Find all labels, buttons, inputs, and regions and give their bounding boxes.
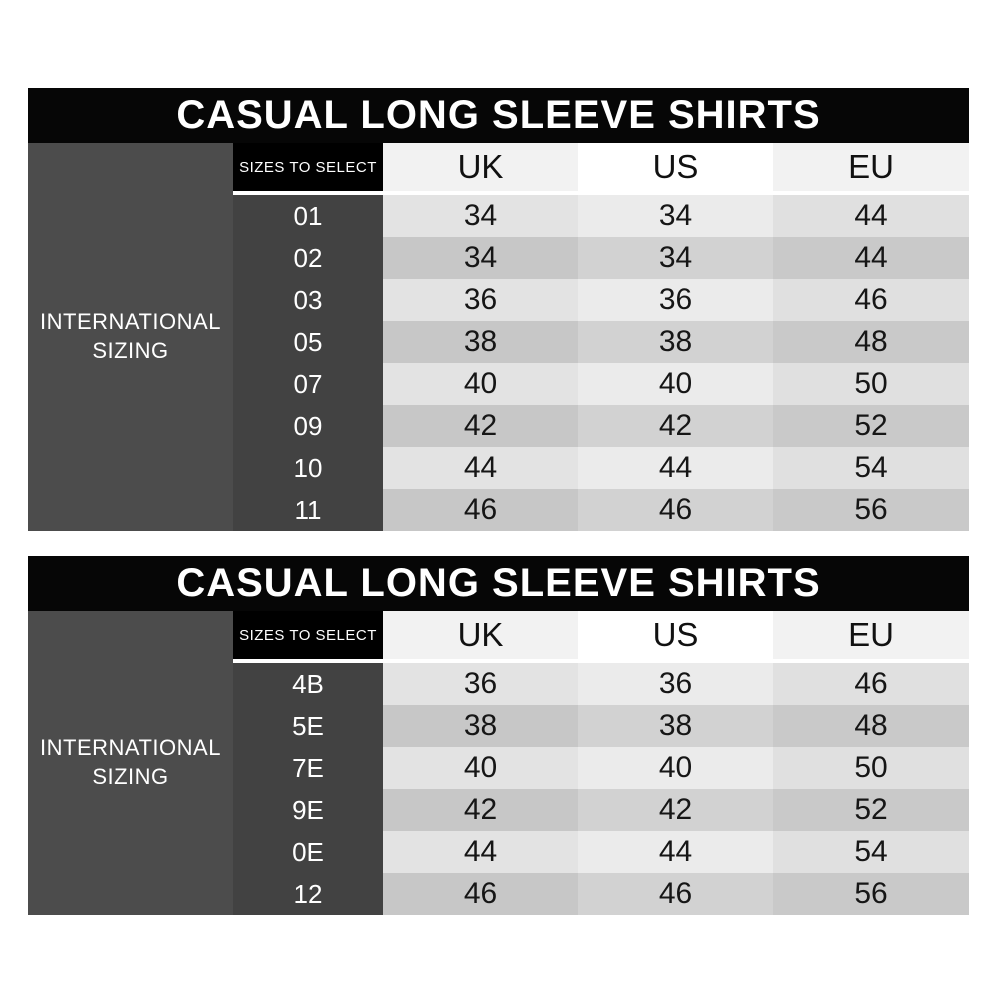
uk-size-cell: 46 xyxy=(383,489,578,531)
size-code-cell: 07 xyxy=(233,363,383,405)
column-header-us: US xyxy=(578,143,773,195)
uk-size-cell: 46 xyxy=(383,873,578,915)
us-size-cell: 40 xyxy=(578,747,773,789)
eu-size-cell: 48 xyxy=(773,321,969,363)
size-row xyxy=(233,195,969,237)
size-code-cell: 9E xyxy=(233,789,383,831)
us-size-cell: 38 xyxy=(578,321,773,363)
eu-size-cell: 44 xyxy=(773,195,969,237)
uk-size-cell: 38 xyxy=(383,705,578,747)
size-row xyxy=(233,705,969,747)
us-size-cell: 46 xyxy=(578,873,773,915)
size-code-cell: 02 xyxy=(233,237,383,279)
table-body xyxy=(28,611,969,915)
size-code-cell: 5E xyxy=(233,705,383,747)
sizes-to-select-header: SIZES TO SELECT xyxy=(233,611,383,663)
us-size-cell: 46 xyxy=(578,489,773,531)
uk-size-cell: 36 xyxy=(383,279,578,321)
table-title: CASUAL LONG SLEEVE SHIRTS xyxy=(28,88,969,143)
eu-size-cell: 52 xyxy=(773,789,969,831)
sizes-to-select-header: SIZES TO SELECT xyxy=(233,143,383,195)
size-code-cell: 05 xyxy=(233,321,383,363)
row-group-label: INTERNATIONAL SIZING xyxy=(28,143,233,531)
eu-size-cell: 52 xyxy=(773,405,969,447)
size-code-cell: 10 xyxy=(233,447,383,489)
size-row xyxy=(233,831,969,873)
size-code-cell: 03 xyxy=(233,279,383,321)
table-rows xyxy=(233,195,969,531)
eu-size-cell: 54 xyxy=(773,831,969,873)
us-size-cell: 34 xyxy=(578,195,773,237)
eu-size-cell: 46 xyxy=(773,279,969,321)
size-code-cell: 09 xyxy=(233,405,383,447)
size-row xyxy=(233,321,969,363)
size-code-cell: 01 xyxy=(233,195,383,237)
uk-size-cell: 42 xyxy=(383,405,578,447)
column-header-us: US xyxy=(578,611,773,663)
table-main xyxy=(233,143,969,531)
table-main xyxy=(233,611,969,915)
eu-size-cell: 48 xyxy=(773,705,969,747)
size-row xyxy=(233,489,969,531)
eu-size-cell: 56 xyxy=(773,873,969,915)
us-size-cell: 36 xyxy=(578,279,773,321)
column-header-eu: EU xyxy=(773,611,969,663)
uk-size-cell: 40 xyxy=(383,747,578,789)
size-code-cell: 7E xyxy=(233,747,383,789)
size-row xyxy=(233,873,969,915)
uk-size-cell: 36 xyxy=(383,663,578,705)
size-code-cell: 11 xyxy=(233,489,383,531)
row-group-label: INTERNATIONAL SIZING xyxy=(28,611,233,915)
header-row xyxy=(233,143,969,195)
uk-size-cell: 40 xyxy=(383,363,578,405)
table-title: CASUAL LONG SLEEVE SHIRTS xyxy=(28,556,969,611)
table-body xyxy=(28,143,969,531)
us-size-cell: 42 xyxy=(578,789,773,831)
uk-size-cell: 44 xyxy=(383,831,578,873)
size-row xyxy=(233,789,969,831)
column-header-uk: UK xyxy=(383,611,578,663)
eu-size-cell: 54 xyxy=(773,447,969,489)
uk-size-cell: 34 xyxy=(383,195,578,237)
us-size-cell: 42 xyxy=(578,405,773,447)
size-code-cell: 12 xyxy=(233,873,383,915)
uk-size-cell: 38 xyxy=(383,321,578,363)
header-row xyxy=(233,611,969,663)
size-row xyxy=(233,237,969,279)
size-chart-table-2 xyxy=(28,556,969,915)
eu-size-cell: 44 xyxy=(773,237,969,279)
size-row xyxy=(233,747,969,789)
us-size-cell: 34 xyxy=(578,237,773,279)
size-chart-table-1 xyxy=(28,88,969,531)
eu-size-cell: 46 xyxy=(773,663,969,705)
table-rows xyxy=(233,663,969,915)
size-row xyxy=(233,363,969,405)
uk-size-cell: 44 xyxy=(383,447,578,489)
column-header-eu: EU xyxy=(773,143,969,195)
eu-size-cell: 56 xyxy=(773,489,969,531)
us-size-cell: 44 xyxy=(578,447,773,489)
us-size-cell: 38 xyxy=(578,705,773,747)
us-size-cell: 36 xyxy=(578,663,773,705)
size-row xyxy=(233,279,969,321)
eu-size-cell: 50 xyxy=(773,363,969,405)
size-code-cell: 4B xyxy=(233,663,383,705)
size-row xyxy=(233,405,969,447)
column-header-uk: UK xyxy=(383,143,578,195)
size-row xyxy=(233,663,969,705)
uk-size-cell: 34 xyxy=(383,237,578,279)
size-row xyxy=(233,447,969,489)
uk-size-cell: 42 xyxy=(383,789,578,831)
us-size-cell: 40 xyxy=(578,363,773,405)
us-size-cell: 44 xyxy=(578,831,773,873)
eu-size-cell: 50 xyxy=(773,747,969,789)
size-code-cell: 0E xyxy=(233,831,383,873)
